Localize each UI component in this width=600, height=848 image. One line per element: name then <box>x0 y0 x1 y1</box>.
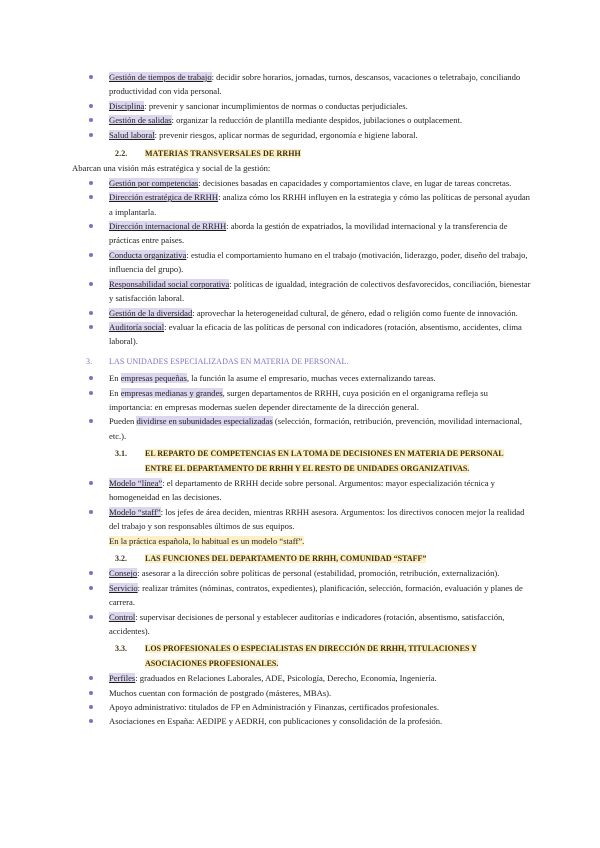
list-item <box>72 671 532 685</box>
item-text: En <box>109 373 121 384</box>
list-section31 <box>72 476 532 534</box>
term-highlight: Gestión de salidas <box>109 115 172 126</box>
term-highlight: Perfiles <box>109 673 136 684</box>
list-block1 <box>72 70 532 142</box>
term-highlight: Gestión de la diversidad <box>109 307 193 318</box>
item-text: : estudia el comportamiento humano en el trabajo (motivación, liderazgo, poder, diseño del trabajo, influencia del grupo). <box>109 249 528 275</box>
term-highlight: empresas pequeñas <box>120 373 187 384</box>
list-item <box>72 566 532 580</box>
list-item <box>72 113 532 127</box>
section-title: LOS PROFESIONALES O ESPECIALISTAS EN DIRECCIÓN DE RRHH, TITULACIONES Y ASOCIACIONES PROFESIONALES. <box>145 644 477 668</box>
term-highlight: Control <box>109 611 136 622</box>
item-text: : evaluar la eficacia de las políticas de personal con indicadores (rotación, absentismo, accidentes, clima laboral). <box>109 321 522 347</box>
item-text: : el departamento de RRHH decide sobre personal. Argumentos: mayor especialización técnica y homogeneidad en las decisiones. <box>109 477 495 503</box>
term-highlight: Dirección estratégica de RRHH <box>109 192 219 203</box>
item-text: : asesorar a la dirección sobre políticas de personal (estabilidad, promoción, retribución, externalización). <box>137 568 500 579</box>
item-text: : realizar trámites (nóminas, contratos, expedientes), planificación, selección, formación, evaluación y planes de carrera. <box>109 582 523 608</box>
list-section22 <box>72 176 532 349</box>
list-section3 <box>72 371 532 443</box>
item-text: , la función la asume el empresario, muchas veces externalizando tareas. <box>186 373 436 384</box>
item-text: Muchos cuentan con formación de postgrado (másteres, MBAs). <box>109 687 332 698</box>
term-highlight: Disciplina <box>109 100 145 111</box>
term-highlight: Servicio <box>109 582 138 593</box>
list-item <box>72 277 532 306</box>
item-text: Pueden <box>109 416 137 427</box>
item-text: : políticas de igualdad, integración de colectivos desfavorecidos, conciliación, bienestar y satisfacción laboral. <box>109 278 531 304</box>
term-highlight: Salud laboral <box>109 129 155 140</box>
list-item <box>72 248 532 277</box>
term-highlight: Modelo “línea” <box>109 477 163 488</box>
item-text: : analiza cómo los RRHH influyen en la estrategia y cómo las políticas de personal ayudan a implantarla. <box>109 192 530 217</box>
term-highlight: Modelo “staff” <box>109 506 161 517</box>
item-text: (selección, formación, retribución, prevención, movilidad internacional, etc.). <box>109 416 523 441</box>
list-item <box>72 70 532 99</box>
section-heading-3-3 <box>115 642 532 671</box>
term-highlight: Dirección internacional de RRHH <box>109 221 227 232</box>
item-text: Asociaciones en España: AEDIPE y AEDRH, con publicaciones y consolidación de la profesión. <box>109 716 443 727</box>
section-heading-3-2 <box>115 552 532 566</box>
list-item <box>72 128 532 142</box>
list-item <box>72 714 532 728</box>
section-number: 3. <box>86 356 93 366</box>
list-item <box>72 581 532 610</box>
list-item <box>72 176 532 190</box>
list-item <box>72 306 532 320</box>
list-item <box>72 371 532 385</box>
list-item <box>72 610 532 639</box>
list-item <box>72 686 532 700</box>
item-text: : graduados en Relaciones Laborales, ADE, Psicología, Derecho, Economía, Ingeniería. <box>135 673 437 684</box>
list-item <box>72 99 532 113</box>
item-text: Apoyo administrativo: titulados de FP en Administración y Finanzas, certificados profesionales. <box>109 702 440 713</box>
item-text: En <box>109 387 121 398</box>
list-item <box>72 476 532 505</box>
term-highlight: Gestión de tiempos de trabajo <box>109 72 212 82</box>
item-text: , surgen departamentos de RRHH, cuya posición en el organigrama refleja su importancia: en empresas modernas suelen depender directamente de la dirección general. <box>109 387 488 412</box>
section-number: 3.3. <box>115 644 127 654</box>
section-heading-3-1 <box>115 447 532 476</box>
term-highlight: Consejo <box>109 568 138 579</box>
section-title: LAS FUNCIONES DEL DEPARTAMENTO DE RRHH, COMUNIDAD “STAFF” <box>145 554 427 563</box>
term-highlight: dividirse en subunidades especializadas <box>136 416 273 427</box>
list-item <box>72 320 532 349</box>
item-text: : organizar la reducción de plantilla mediante despidos, jubilaciones o outplacement. <box>171 115 463 126</box>
item-text: : aborda la gestión de expatriados, la movilidad internacional y la transferencia de prácticas entre países. <box>109 221 508 246</box>
document-content <box>72 70 532 729</box>
term-highlight: empresas medianas y grandes <box>120 387 223 398</box>
term-highlight: Auditoría social <box>109 321 165 332</box>
section-number: 3.2. <box>115 554 127 563</box>
list-item <box>72 386 532 415</box>
note-text: En la práctica española, lo habitual es un modelo “staff”. <box>109 535 305 546</box>
note-highlight <box>72 534 532 548</box>
term-highlight: Responsabilidad social corporativa <box>109 278 230 289</box>
term-highlight: Gestión por competencias <box>109 177 199 188</box>
item-text: : prevenir y sancionar incumplimientos de normas o conductas perjudiciales. <box>144 100 408 111</box>
item-text: : los jefes de área deciden, mientras RRHH asesora. Argumentos: los directivos conocen mejor la realidad del trabajo y son responsables últimos de sus equipos. <box>109 506 525 532</box>
section-number: 3.1. <box>115 449 127 459</box>
section-number: 2.2. <box>115 149 128 159</box>
section-intro: Abarcan una visión más estratégica y social de la gestión: <box>72 163 271 174</box>
section-title: MATERIAS TRANSVERSALES DE RRHH <box>145 149 301 159</box>
term-highlight: Conducta organizativa <box>109 249 187 260</box>
item-text: : supervisar decisiones de personal y establecer auditorías e indicadores (rotación, absentismo, satisfacción, accidentes). <box>109 611 505 637</box>
item-text: : decidir sobre horarios, jornadas, turnos, descansos, vacaciones o teletrabajo, conciliando productividad con vida personal. <box>109 72 521 97</box>
section-title: EL REPARTO DE COMPETENCIAS EN LA TOMA DE DECISIONES EN MATERIA DE PERSONAL ENTRE EL DEPARTAMENTO DE RRHH Y EL RESTO DE UNIDADES ORGANIZATIVAS. <box>145 449 504 473</box>
list-section32 <box>72 566 532 638</box>
list-item <box>72 700 532 714</box>
item-text: : aprovechar la heterogeneidad cultural, de género, edad o religión como fuente de innovación. <box>192 307 518 318</box>
section-title: LAS UNIDADES ESPECIALIZADAS EN MATERIA DE PERSONAL. <box>109 356 349 366</box>
section-heading-3 <box>86 355 532 369</box>
item-text: : prevenir riesgos, aplicar normas de seguridad, ergonomía e higiene laboral. <box>154 129 418 140</box>
list-item <box>72 505 532 534</box>
list-item <box>72 219 532 248</box>
list-item <box>72 190 532 219</box>
item-text: : decisiones basadas en capacidades y comportamientos clave, en lugar de tareas concretas. <box>198 177 512 188</box>
list-item <box>72 414 532 443</box>
list-section33 <box>72 671 532 729</box>
section-heading-2-2 <box>115 147 532 161</box>
